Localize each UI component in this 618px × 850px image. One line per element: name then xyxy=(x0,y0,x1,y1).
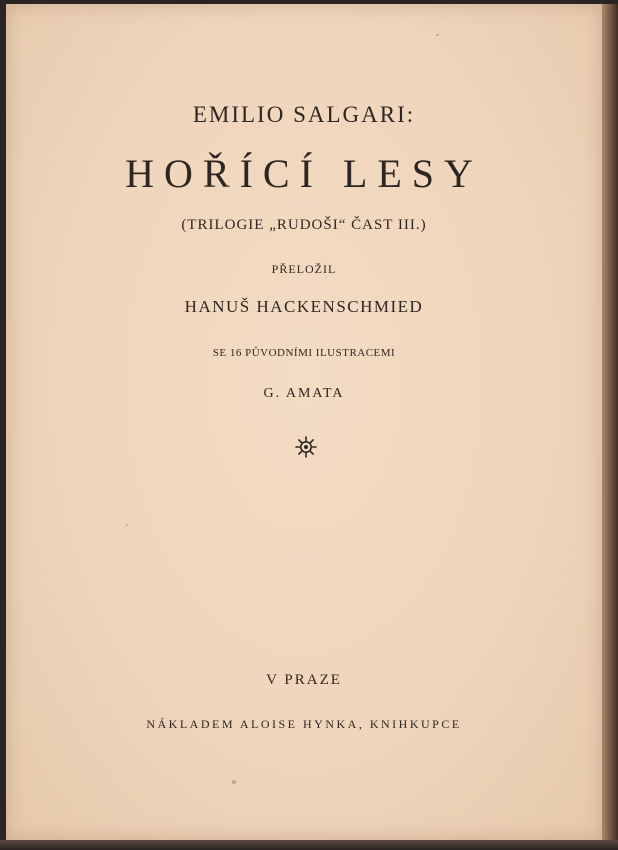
illustrator-name: G. AMATA xyxy=(263,386,345,401)
title-page xyxy=(6,4,602,840)
sun-ornament-icon xyxy=(295,436,317,458)
publication-city: V PRAZE xyxy=(266,672,342,688)
book-spine-edge xyxy=(602,4,618,840)
book-title: HOŘÍCÍ LESY xyxy=(125,151,483,196)
book-subtitle: (TRILOGIE „RUDOŠI“ ČAST III.) xyxy=(181,217,427,233)
publisher-line: NÁKLADEM ALOISE HYNKA, KNIHKUPCE xyxy=(146,717,462,731)
paper-speck xyxy=(126,524,128,526)
illustrations-note: SE 16 PŮVODNÍMI ILUSTRACEMI xyxy=(212,347,396,359)
translator-name: HANUŠ HACKENSCHMIED xyxy=(184,297,424,316)
book-bottom-edge xyxy=(0,840,618,850)
author-name: EMILIO SALGARI: xyxy=(192,102,416,127)
translated-label: PŘELOŽIL xyxy=(271,262,337,276)
paper-speck xyxy=(436,34,439,36)
paper-speck xyxy=(232,780,236,784)
